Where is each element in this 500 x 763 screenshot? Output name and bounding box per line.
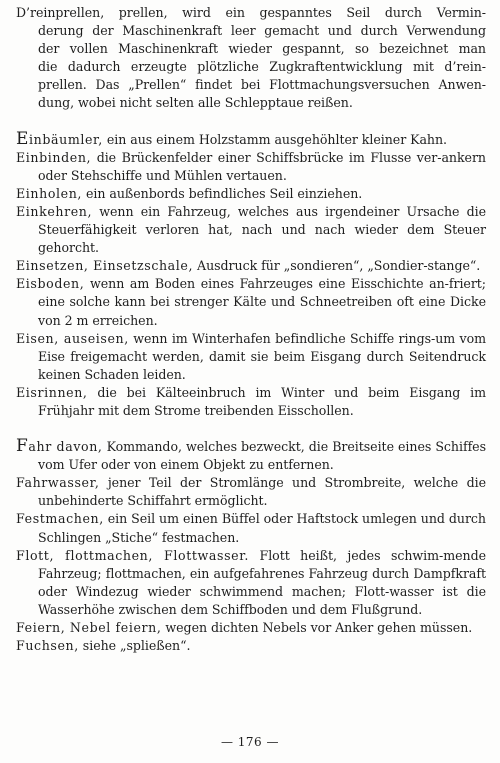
entry-definition: wenn im Winterhafen befindliche Schiffe rings-um vom Eise freigemacht werden, damit sie beim Eisgang durch Seitendruck keinen Schaden leiden.	[38, 330, 487, 382]
entry-definition: Ausdruck für „sondieren“, „Sondier-stange“.	[193, 258, 481, 274]
section-initial: E	[16, 128, 30, 149]
entry-einsetzen	[16, 257, 486, 275]
entry-fahr-davon	[16, 438, 486, 474]
entry-term: Eisen, auseisen,	[16, 330, 129, 346]
section-gap	[16, 113, 486, 131]
entry-line: prellen. Das „Prellen“ findet bei Flottmachungsversuchen Anwen-	[38, 77, 486, 93]
entry-term: Feiern, Nebel feiern,	[16, 620, 162, 635]
entry-fahrwasser	[16, 474, 486, 510]
entry-term	[16, 128, 103, 149]
term-text: inbäumler,	[29, 131, 103, 147]
entry-term: Einbinden,	[16, 149, 92, 165]
entry-definition: jener Teil der Stromlänge und Strombreite, welche die unbehinderte Schiffahrt ermöglicht.	[38, 475, 486, 509]
entry-term: Eisrinnen,	[16, 384, 88, 400]
entry-line: derung der Maschinenkraft leer gemacht und durch Verwendung	[38, 23, 486, 39]
entry-definition: ein aus einem Holzstamm ausgehöhlter kleiner Kahn.	[102, 131, 448, 147]
entry-einkehren	[16, 203, 486, 257]
entry-term: Flott, flottmachen, Flottwasser.	[16, 547, 250, 563]
entry-einbinden	[16, 149, 486, 185]
entry-eisen	[16, 330, 486, 384]
entry-eisboden	[16, 275, 486, 329]
entry-term	[16, 436, 103, 457]
entry-definition: wenn am Boden eines Fahrzeuges eine Eisschichte an-friert; eine solche kann bei strenger Kälte und Schneetreiben oft eine Dicke von 2 m erreichen.	[38, 276, 486, 328]
term-text: ahr davon,	[28, 439, 103, 455]
entry-term: Einkehren,	[16, 203, 93, 219]
section-initial: F	[16, 436, 29, 457]
entry-definition: die Brückenfelder einer Schiffsbrücke im Flusse ver-ankern oder Stehschiffe und Mühlen vertauen.	[38, 149, 486, 183]
entry-dreinprellen	[16, 4, 486, 113]
entry-definition: wenn ein Fahrzeug, welches aus irgendeiner Ursache die Steuerfähigkeit verloren hat, nach und nach wieder dem Steuer gehorcht.	[38, 203, 486, 256]
entry-term: Eisboden,	[16, 276, 85, 292]
entry-festmachen	[16, 510, 486, 546]
entry-definition: wegen dichten Nebels vor Anker gehen müssen.	[161, 620, 473, 635]
entry-term: Fahrwasser,	[16, 475, 100, 491]
entry-definition: Kommando, welches bezweckt, die Breitseite eines Schiffes vom Ufer oder von einem Objekt zu entfernen.	[38, 439, 486, 473]
entry-line: die dadurch erzeugte plötzliche Zugkraftentwicklung mit d’rein-	[38, 59, 486, 75]
entry-definition: ein Seil um einen Büffel oder Haftstock umlegen und durch Schlingen „Stiche“ festmachen.	[38, 511, 486, 545]
entry-line: dung, wobei nicht selten alle Schlepptaue reißen.	[38, 95, 353, 111]
entry-fuchsen	[16, 637, 486, 655]
entry-definition: Flott heißt, jedes schwim-mende Fahrzeug; flottmachen, ein aufgefahrenes Fahrzeug durch Dampfkraft oder Windezug wieder schwimmend machen; Flott-wasser ist die Wasserhöhe zwischen dem Schiffboden und dem Flußgrund.	[38, 547, 486, 617]
entry-line: D’reinprellen, prellen, wird ein gespanntes Seil durch Vermin-	[16, 5, 486, 20]
entry-flott	[16, 547, 486, 619]
entry-term: Einsetzen, Einsetzschale,	[16, 258, 194, 274]
section-gap	[16, 420, 486, 438]
dictionary-text	[16, 4, 486, 655]
entry-term: Fuchsen,	[16, 638, 79, 654]
entry-einbaeumler	[16, 128, 486, 149]
entry-eisrinnen	[16, 384, 486, 420]
entry-line: der vollen Maschinenkraft wieder gespannt, so bezeichnet man	[38, 41, 486, 57]
entry-term: Einholen,	[16, 185, 83, 201]
page-number: — 176 —	[220, 735, 280, 749]
entry-definition: die bei Kälteeinbruch im Winter und beim Eisgang im Frühjahr mit dem Strome treibenden Eisschollen.	[38, 384, 486, 418]
entry-term: Festmachen,	[16, 511, 104, 527]
entry-definition: siehe „spließen“.	[78, 638, 191, 654]
entry-einholen	[16, 185, 486, 203]
entry-feiern	[16, 619, 486, 637]
entry-definition: ein außenbords befindliches Seil einziehen.	[82, 185, 363, 201]
